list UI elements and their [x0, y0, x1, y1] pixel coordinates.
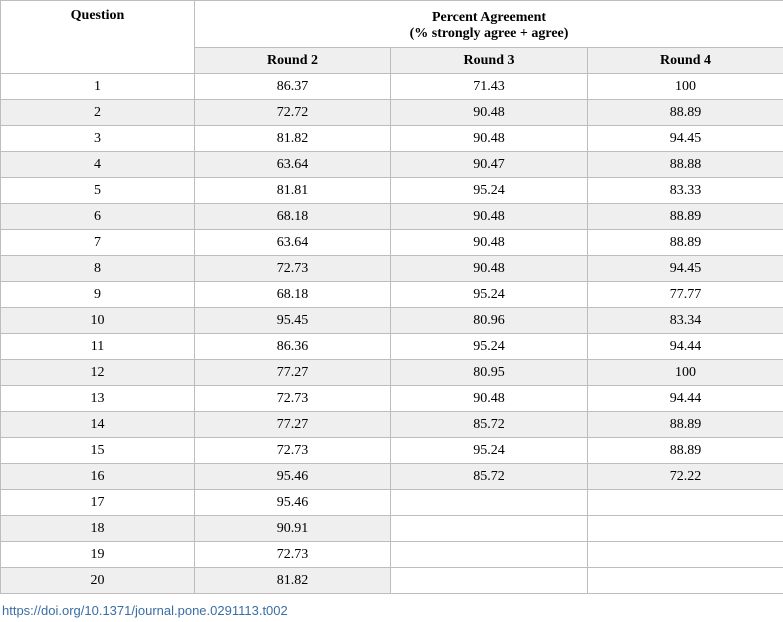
round-4-value: 94.44: [588, 386, 783, 412]
round-4-value: 88.89: [588, 230, 783, 256]
round-4-value: [588, 542, 783, 568]
question-number: 9: [1, 282, 195, 308]
round-2-header: Round 2: [195, 48, 391, 74]
round-2-value: 72.73: [195, 438, 391, 464]
doi-link[interactable]: https://doi.org/10.1371/journal.pone.0291113.t002: [2, 603, 288, 618]
round-2-value: 68.18: [195, 282, 391, 308]
question-number: 7: [1, 230, 195, 256]
round-3-value: [391, 516, 588, 542]
round-3-value: 85.72: [391, 464, 588, 490]
question-number: 8: [1, 256, 195, 282]
table-row: [1, 360, 783, 386]
question-number: 2: [1, 100, 195, 126]
question-number: 1: [1, 74, 195, 100]
table-row: [1, 204, 783, 230]
round-4-value: 77.77: [588, 282, 783, 308]
round-2-value: 77.27: [195, 412, 391, 438]
table-row: [1, 490, 783, 516]
round-4-value: 88.88: [588, 152, 783, 178]
question-number: 11: [1, 334, 195, 360]
question-number: 5: [1, 178, 195, 204]
round-4-value: 72.22: [588, 464, 783, 490]
round-3-header: Round 3: [391, 48, 588, 74]
round-3-value: 90.48: [391, 204, 588, 230]
round-4-value: 94.45: [588, 256, 783, 282]
table-row: [1, 126, 783, 152]
table-row: [1, 542, 783, 568]
question-number: 18: [1, 516, 195, 542]
table-row: [1, 516, 783, 542]
question-number: 6: [1, 204, 195, 230]
round-4-value: [588, 490, 783, 516]
percent-agreement-title: Percent Agreement: [431, 10, 547, 25]
round-3-value: [391, 490, 588, 516]
round-3-value: 95.24: [391, 282, 588, 308]
table-row: [1, 74, 783, 100]
round-2-value: 72.73: [195, 542, 391, 568]
table-row: [1, 386, 783, 412]
round-3-value: [391, 542, 588, 568]
round-4-value: 88.89: [588, 412, 783, 438]
question-number: 16: [1, 464, 195, 490]
round-3-value: 90.48: [391, 126, 588, 152]
question-number: 20: [1, 568, 195, 594]
round-3-value: 90.48: [391, 386, 588, 412]
question-number: 17: [1, 490, 195, 516]
table-row: [1, 100, 783, 126]
round-3-value: 90.47: [391, 152, 588, 178]
table-row: [1, 178, 783, 204]
table-row: [1, 438, 783, 464]
table-row: [1, 256, 783, 282]
round-3-value: 80.95: [391, 360, 588, 386]
percent-agreement-subtitle: (% strongly agree + agree): [409, 26, 569, 41]
round-4-value: 94.45: [588, 126, 783, 152]
question-number: 4: [1, 152, 195, 178]
round-2-value: 72.72: [195, 100, 391, 126]
round-3-value: 95.24: [391, 438, 588, 464]
round-2-value: 95.46: [195, 490, 391, 516]
round-2-value: 86.36: [195, 334, 391, 360]
round-2-value: 81.82: [195, 568, 391, 594]
round-4-value: [588, 568, 783, 594]
question-number: 13: [1, 386, 195, 412]
round-4-value: 88.89: [588, 438, 783, 464]
question-number: 10: [1, 308, 195, 334]
round-4-value: 100: [588, 74, 783, 100]
round-4-value: 83.33: [588, 178, 783, 204]
round-2-value: 81.82: [195, 126, 391, 152]
question-number: 19: [1, 542, 195, 568]
round-4-value: 83.34: [588, 308, 783, 334]
round-4-value: 88.89: [588, 204, 783, 230]
round-3-value: 90.48: [391, 256, 588, 282]
table-row: [1, 568, 783, 594]
round-4-header: Round 4: [588, 48, 783, 74]
round-2-value: 72.73: [195, 256, 391, 282]
round-3-value: 71.43: [391, 74, 588, 100]
question-number: 3: [1, 126, 195, 152]
table-row: [1, 230, 783, 256]
round-4-value: [588, 516, 783, 542]
table-row: [1, 152, 783, 178]
table-row: [1, 334, 783, 360]
round-2-value: 77.27: [195, 360, 391, 386]
table-row: [1, 308, 783, 334]
round-2-value: 95.45: [195, 308, 391, 334]
round-4-value: 94.44: [588, 334, 783, 360]
round-3-value: 95.24: [391, 334, 588, 360]
round-2-value: 95.46: [195, 464, 391, 490]
round-3-value: [391, 568, 588, 594]
round-3-value: 90.48: [391, 100, 588, 126]
round-2-value: 86.37: [195, 74, 391, 100]
round-4-value: 100: [588, 360, 783, 386]
table-row: [1, 464, 783, 490]
round-3-value: 80.96: [391, 308, 588, 334]
round-2-value: 63.64: [195, 152, 391, 178]
round-2-value: 68.18: [195, 204, 391, 230]
table-row: [1, 282, 783, 308]
question-number: 12: [1, 360, 195, 386]
table-row: [1, 412, 783, 438]
round-2-value: 63.64: [195, 230, 391, 256]
round-3-value: 95.24: [391, 178, 588, 204]
question-number: 14: [1, 412, 195, 438]
question-number: 15: [1, 438, 195, 464]
percent-agreement-header: [195, 1, 783, 48]
round-3-value: 85.72: [391, 412, 588, 438]
round-4-value: 88.89: [588, 100, 783, 126]
round-2-value: 90.91: [195, 516, 391, 542]
round-3-value: 90.48: [391, 230, 588, 256]
question-header: Question: [1, 1, 195, 74]
round-2-value: 81.81: [195, 178, 391, 204]
round-2-value: 72.73: [195, 386, 391, 412]
